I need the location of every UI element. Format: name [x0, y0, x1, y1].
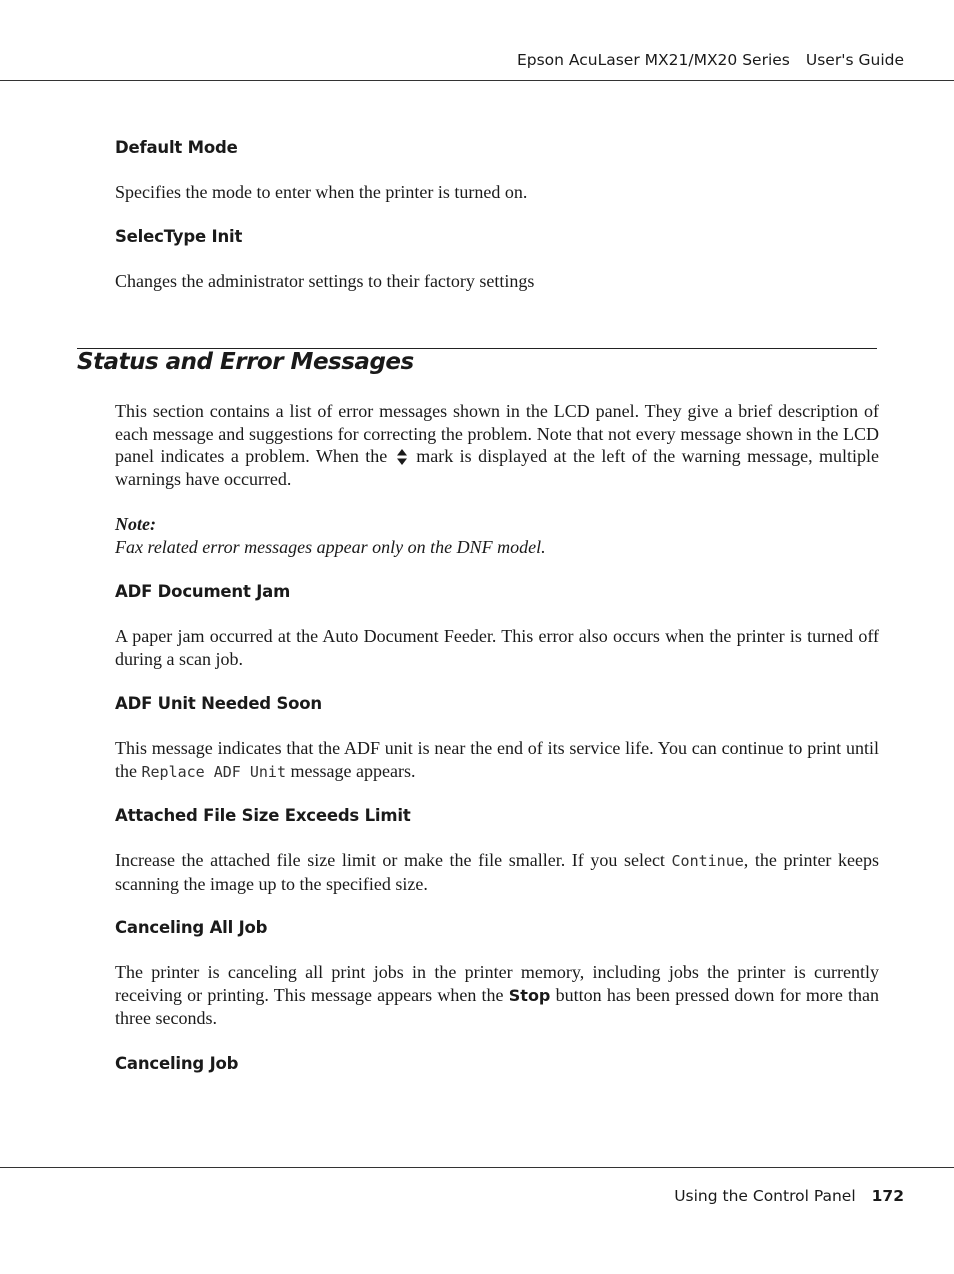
footer-chapter: Using the Control Panel: [674, 1187, 856, 1205]
running-header: [517, 51, 904, 69]
heading-canceling-all-job: Canceling All Job: [115, 918, 268, 937]
heading-selectype-init: SelecType Init: [115, 227, 243, 246]
header-doc-title: Epson AcuLaser MX21/MX20 Series: [516, 51, 790, 69]
stop-button-label: Stop: [508, 985, 551, 1005]
intro-text-after-icon: mark is displayed at the left of the warning message, multiple warnings have occurred.: [115, 446, 880, 489]
up-down-arrow-icon: [396, 449, 408, 465]
canceling-all-job-description: [115, 961, 879, 1030]
header-divider: [0, 80, 954, 81]
heading-canceling-job: Canceling Job: [115, 1054, 239, 1073]
section-intro: [115, 400, 879, 490]
footer-divider: [0, 1167, 954, 1168]
default-mode-description: Specifies the mode to enter when the printer is turned on.: [115, 182, 528, 202]
selectype-init-description: Changes the administrator settings to their factory settings: [115, 271, 535, 291]
page-number: 172: [871, 1187, 904, 1205]
attached-file-text-before: Increase the attached file size limit or make the file smaller. If you select: [115, 850, 665, 870]
intro-text-before-icon: This section contains a list of error messages shown in the LCD panel. They give a brief description of each message and suggestions for correcting the problem. Note that not every message shown in the LCD panel indicates a problem. When the: [115, 401, 879, 466]
adf-unit-text-before: This message indicates that the ADF unit is near the end of its service life. You can continue to print until the: [115, 738, 879, 781]
adf-document-jam-description: A paper jam occurred at the Auto Document Feeder. This error also occurs when the printer is turned off during a scan job.: [115, 626, 879, 669]
replace-adf-unit-code: Replace ADF Unit: [141, 762, 286, 781]
note-text: Fax related error messages appear only on the DNF model.: [115, 536, 546, 557]
section-title: Status and Error Messages: [77, 349, 414, 375]
attached-file-size-description: [115, 849, 879, 895]
heading-adf-document-jam: ADF Document Jam: [115, 582, 291, 601]
canceling-all-text-before: The printer is canceling all print jobs in the printer memory, including jobs the printer is currently receiving or printing. This message appears when the: [115, 962, 879, 1005]
heading-attached-file-size: Attached File Size Exceeds Limit: [115, 806, 411, 825]
note-label: Note:: [115, 514, 156, 534]
adf-unit-needed-soon-description: [115, 737, 879, 783]
header-guide-label: User's Guide: [805, 51, 904, 69]
adf-unit-text-after: message appears.: [290, 760, 416, 781]
heading-default-mode: Default Mode: [115, 138, 238, 157]
continue-code: Continue: [671, 852, 744, 870]
running-footer: [674, 1187, 904, 1205]
canceling-all-text-after: button has been pressed down for more than three seconds.: [115, 984, 880, 1028]
attached-file-text-after: , the printer keeps scanning the image up to the specified size.: [115, 850, 880, 894]
note-block: [115, 513, 879, 558]
heading-adf-unit-needed-soon: ADF Unit Needed Soon: [115, 694, 322, 713]
